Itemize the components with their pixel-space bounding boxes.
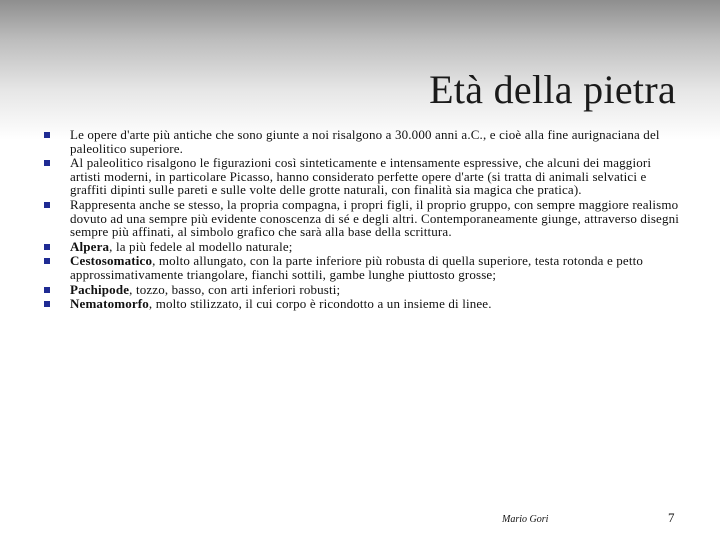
square-bullet-icon [44, 202, 50, 208]
list-item [44, 297, 684, 311]
bullet-text: , tozzo, basso, con arti inferiori robusti; [129, 281, 341, 297]
list-item [44, 128, 684, 155]
square-bullet-icon [44, 160, 50, 166]
bullet-text: , la più fedele al modello naturale; [109, 238, 293, 254]
bullet-text: , molto stilizzato, il cui corpo è ricondotto a un insieme di linee. [148, 296, 492, 312]
square-bullet-icon [44, 301, 50, 307]
list-item [44, 254, 684, 281]
bullet-bold-term: Nematomorfo [70, 296, 149, 312]
bullet-text: Al paleolitico risalgono le figurazioni così sinteticamente e intensamente espressive, che alcuni dei maggiori artisti moderni, in particolare Picasso, hanno considerato perfette opere d'arte (si tratta di animali selvatici e graffiti dipinti sulle pareti e sulle volte delle grotte naturali, con finalità sia magica che pratica). [70, 155, 652, 198]
list-item [44, 198, 684, 239]
bullet-text: , molto allungato, con la parte inferiore più robusta di quella superiore, testa rotonda e petto approssimativamente triangolare, fianchi sottili, gambe lunghe piuttosto grosse; [70, 253, 644, 282]
slide-title: Età della pietra [429, 67, 676, 112]
bullet-text: Le opere d'arte più antiche che sono giunte a noi risalgono a 30.000 anni a.C., e cioè alla fine aurignaciana del paleolitico superiore. [70, 127, 660, 156]
bullet-bold-term: Pachipode [70, 281, 130, 297]
square-bullet-icon [44, 244, 50, 250]
bullet-list [44, 128, 684, 312]
square-bullet-icon [44, 287, 50, 293]
square-bullet-icon [44, 132, 50, 138]
square-bullet-icon [44, 258, 50, 264]
list-item [44, 283, 684, 297]
bullet-bold-term: Alpera [70, 238, 110, 254]
list-item [44, 156, 684, 197]
list-item [44, 240, 684, 254]
bullet-text: Rappresenta anche se stesso, la propria compagna, i propri figli, il proprio gruppo, con sempre maggiore realismo dovuto ad una sempre più evidente conoscenza di sé e degli altri. Contemporaneamente giunge, attraverso disegni sempre più affinati, al simbolo grafico che sarà alla base della scrittura. [70, 196, 680, 240]
page-number: 7 [668, 510, 675, 525]
bullet-bold-term: Cestosomatico [70, 253, 153, 269]
footer-author: Mario Gori [502, 514, 549, 525]
